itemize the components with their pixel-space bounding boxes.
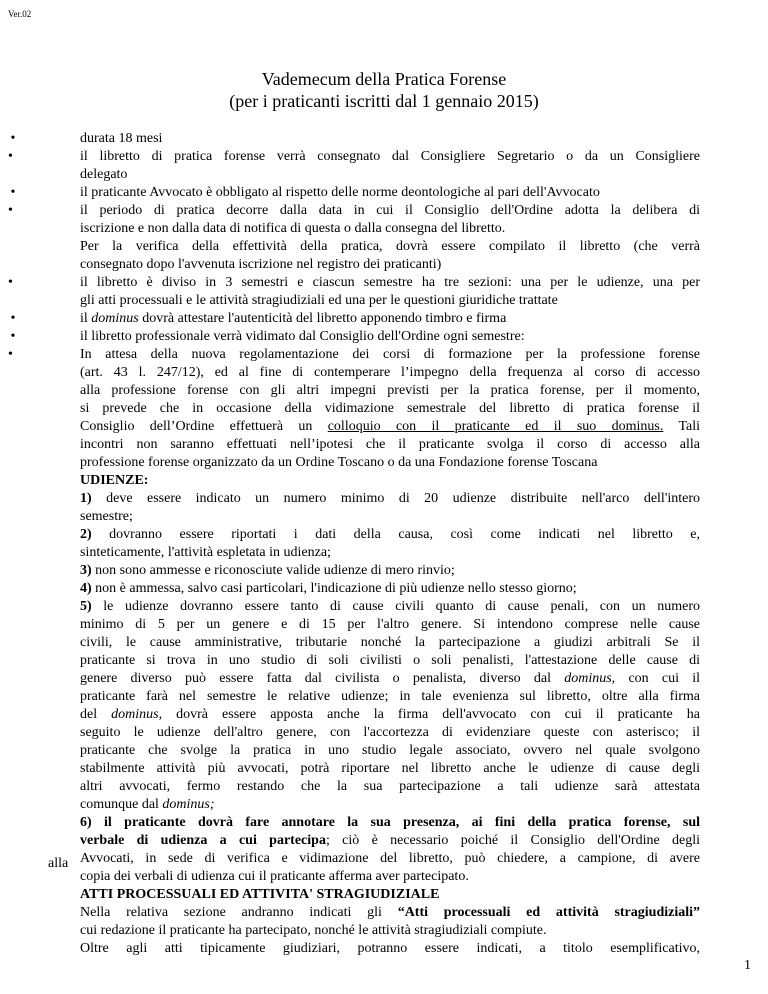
bullet-icon	[8, 184, 18, 202]
udienze-item: 3) non sono ammesse e riconosciute valide udienze di mero rinvio;	[80, 563, 455, 578]
bullet-icon	[8, 274, 18, 292]
page-title: Vademecum della Pratica Forense	[261, 69, 507, 89]
bullet-icon	[8, 130, 18, 148]
list-item-cont: (art. 43 l. 247/12), ed al fine di contemperare l’impegno della frequenza al corso di accesso	[80, 365, 700, 380]
udienze-item-cont: praticante che svolge la pratica in uno studio legale associato, ovvero nel quale svolgono	[80, 743, 700, 758]
udienze-item: 4) non è ammessa, salvo casi particolari, l'indicazione di più udienze nello stesso giorno;	[80, 581, 577, 596]
list-item: • In attesa della nuova regolamentazione dei corsi di formazione per la professione forense	[80, 346, 700, 364]
paragraph-line: Oltre agli atti tipicamente giudiziari, potranno essere indicati, a titolo esemplificativo,	[80, 941, 700, 956]
udienze-item-cont: semestre;	[80, 509, 133, 524]
bullet-icon	[8, 148, 18, 166]
version-label: Ver.02	[8, 9, 32, 19]
bullet-icon	[8, 346, 18, 364]
list-item-cont: delegato	[80, 167, 128, 182]
udienze-item-cont: minimo di 5 per un genere e di 15 per l'altro genere. Si intendono comprese nelle cause	[80, 617, 700, 632]
list-item: • il dominus dovrà attestare l'autenticità del libretto apponendo timbro e firma	[80, 310, 700, 328]
list-item-cont: iscrizione e non dalla data di notifica di questa o dalla consegna del libretto.	[80, 221, 506, 236]
list-item: • il libretto di pratica forense verrà consegnato dal Consigliere Segretario o da un Consigliere	[80, 148, 700, 166]
udienze-item-cont: seguito le udienze dell'altro genere, con l'accortezza di evidenziare queste con asterisco; il	[80, 725, 700, 740]
udienze-item-cont: praticante si trova in uno studio di soli civilisti o soli penalisti, l'attestazione delle cause di	[80, 653, 700, 668]
document-body	[80, 130, 700, 958]
list-item: • il libretto è diviso in 3 semestri e ciascun semestre ha tre sezioni: una per le udienze, una per	[80, 274, 700, 292]
list-item-cont: Consiglio dell’Ordine effettuerà un colloquio con il praticante ed il suo dominus. Tali	[80, 419, 701, 434]
paragraph-line: cui redazione il praticante ha partecipato, nonché le attività stragiudiziali compiute.	[80, 923, 547, 938]
page-subtitle: (per i praticanti iscritti dal 1 gennaio 2015)	[229, 91, 539, 111]
udienze-item-cont: del dominus, dovrà essere apposta anche la firma dell'avvocato con cui il praticante ha	[80, 707, 701, 722]
udienze-item-cont: Avvocati, in sede di verifica e vidimazione del libretto, può chiedere, a campione, di avere	[80, 851, 700, 866]
section-heading-udienze: UDIENZE:	[80, 473, 149, 488]
udienze-item: 1) deve essere indicato un numero minimo di 20 udienze distribuite nell'arco dell'intero	[80, 491, 700, 506]
udienze-item: 6) il praticante dovrà fare annotare la sua presenza, ai fini della pratica forense, sul	[80, 815, 700, 830]
page-number: 1	[744, 958, 751, 973]
list-item-cont: alla professione forense con gli altri impegni previsti per la pratica forense, per il momento,	[80, 383, 700, 398]
list-item-cont: professione forense organizzato da un Ordine Toscano o da una Fondazione forense Toscana	[80, 455, 598, 470]
udienze-item-cont: genere diverso può essere fatta dal civilista o penalista, diverso dal dominus, con cui il	[80, 671, 701, 686]
udienze-item-cont: altri avvocati, fermo restando che la sua partecipazione a tali udienze sarà attestata	[80, 779, 700, 794]
udienze-item-cont: civili, le cause amministrative, tributarie nonché la partecipazione a giudizi arbitrali Se il	[80, 635, 700, 650]
list-item-cont: gli atti processuali e le attività stragiudiziali ed una per le questioni giuridiche trattate	[80, 293, 558, 308]
list-item-cont: si prevede che in occasione della vidimazione semestrale del libretto di pratica forense il	[80, 401, 700, 416]
section-heading-atti: ATTI PROCESSUALI ED ATTIVITA' STRAGIUDIZIALE	[80, 887, 440, 902]
udienze-item-cont: sinteticamente, l'attività espletata in udienza;	[80, 545, 331, 560]
udienze-item: 5) le udienze dovranno essere tanto di cause civili quanto di cause penali, con un numero	[80, 599, 700, 614]
bullet-icon	[8, 310, 18, 328]
list-item-cont: Per la verifica della effettività della pratica, dovrà essere compilato il libretto (che verrà	[80, 239, 700, 254]
margin-word: alla	[48, 856, 69, 871]
udienze-item-cont: praticante farà nel semestre le relative udienze; in tale evenienza sul libretto, oltre alla firma	[80, 689, 700, 704]
bullet-icon	[8, 202, 18, 220]
list-item: • il periodo di pratica decorre dalla data in cui il Consiglio dell'Ordine adotta la delibera di	[80, 202, 700, 220]
list-item: • durata 18 mesi	[80, 130, 700, 148]
udienze-item: 2) dovranno essere riportati i dati della causa, così come indicati nel libretto e,	[80, 527, 701, 542]
udienze-item-cont: verbale di udienza a cui partecipa; ciò è necessario poiché il Consiglio dell'Ordine degli	[80, 833, 700, 848]
paragraph-line: Nella relativa sezione andranno indicati gli “Atti processuali ed attività stragiudiziali”	[80, 905, 701, 920]
bullet-icon	[8, 328, 18, 346]
list-item: • il libretto professionale verrà vidimato dal Consiglio dell'Ordine ogni semestre:	[80, 328, 700, 346]
udienze-item-cont: copia dei verbali di udienza cui il praticante afferma aver partecipato.	[80, 869, 469, 884]
udienze-item-cont: comunque dal dominus;	[80, 797, 215, 812]
list-item-cont: consegnato dopo l'avvenuta iscrizione nel registro dei praticanti)	[80, 257, 442, 272]
udienze-item-cont: stabilmente attività più avvocati, potrà riportare nel libretto anche le udienze di cause degli	[80, 761, 700, 776]
list-item-cont: incontri non saranno effettuati nell’ipotesi che il praticante svolga il corso di accesso alla	[80, 437, 700, 452]
list-item: • il praticante Avvocato è obbligato al rispetto delle norme deontologiche al pari dell'Avvocato	[80, 184, 700, 202]
